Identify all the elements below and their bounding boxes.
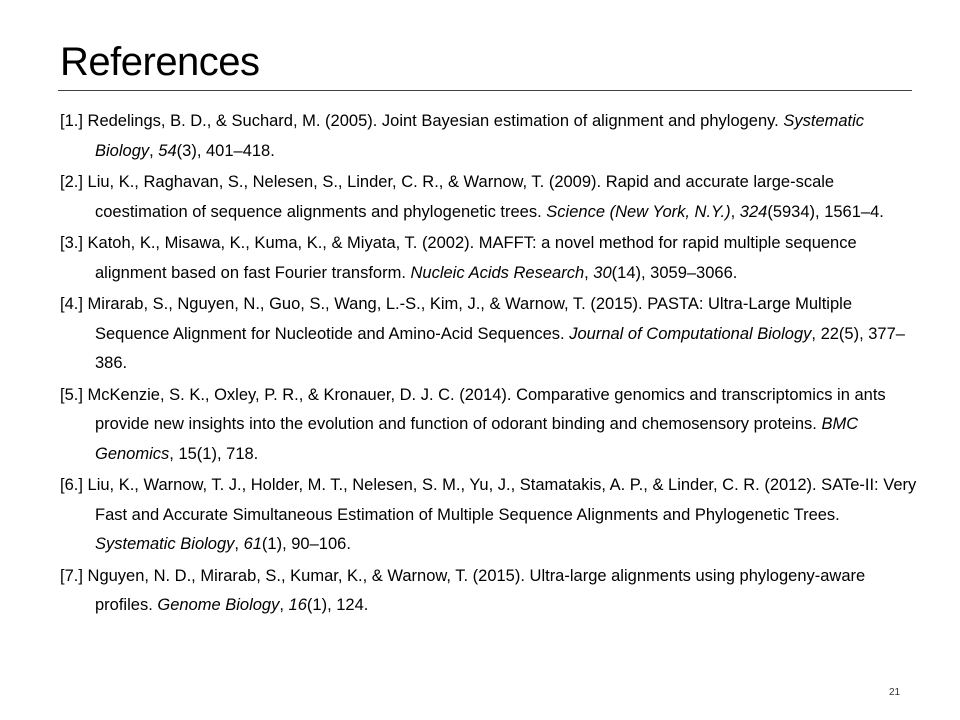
- reference-issue-pages: (3), 401–418.: [176, 141, 275, 160]
- reference-journal: Systematic Biology: [95, 535, 235, 553]
- reference-journal: Nucleic Acids Research: [410, 263, 585, 282]
- reference-journal: Journal of Computational Biology: [569, 324, 812, 343]
- reference-issue-pages: (5934), 1561–4.: [767, 202, 884, 221]
- reference-item: [60, 381, 922, 470]
- reference-separator: ,: [584, 263, 594, 282]
- reference-number: [4.]: [60, 295, 83, 313]
- reference-list: [60, 107, 922, 623]
- reference-issue-pages: (14), 3059–3066.: [611, 263, 738, 282]
- reference-item: [60, 290, 922, 379]
- reference-separator: ,: [730, 202, 740, 221]
- reference-item: [60, 562, 922, 621]
- reference-issue-pages: 15(1), 718.: [178, 444, 259, 463]
- reference-issue-pages: (1), 124.: [306, 596, 369, 614]
- page-title: References: [60, 40, 260, 84]
- reference-text: Redelings, B. D., & Suchard, M. (2005). Joint Bayesian estimation of alignment and phylogeny.: [87, 112, 779, 130]
- reference-number: [5.]: [60, 385, 83, 404]
- reference-journal: BMC Genomics: [95, 415, 859, 463]
- reference-volume: 324: [739, 202, 768, 221]
- reference-item: [60, 229, 922, 288]
- reference-number: [1.]: [60, 112, 83, 130]
- reference-journal: Science (New York, N.Y.): [546, 202, 731, 221]
- reference-separator: ,: [279, 596, 289, 614]
- reference-separator: ,: [149, 141, 159, 160]
- reference-separator: ,: [169, 444, 179, 463]
- reference-item: [60, 471, 922, 560]
- reference-text: Mirarab, S., Nguyen, N., Guo, S., Wang, L.-S., Kim, J., & Warnow, T. (2015). PASTA: Ultra-Large Multiple Sequence Alignment for Nucleotide and Amino-Acid Sequences.: [87, 295, 852, 343]
- reference-text: McKenzie, S. K., Oxley, P. R., & Kronauer, D. J. C. (2014). Comparative genomics and transcriptomics in ants provide new insights into the evolution and function of odorant binding and chemosensory proteins.: [87, 385, 886, 433]
- reference-number: [7.]: [60, 566, 83, 585]
- reference-number: [6.]: [60, 476, 83, 494]
- reference-volume: 61: [243, 535, 262, 553]
- reference-volume: 30: [593, 263, 612, 282]
- reference-volume: 16: [288, 596, 307, 614]
- page-number: 21: [889, 687, 901, 698]
- reference-text: Liu, K., Raghavan, S., Nelesen, S., Linder, C. R., & Warnow, T. (2009). Rapid and accurate large-scale coestimation of sequence alignments and phylogenetic trees.: [87, 173, 835, 221]
- reference-number: [2.]: [60, 173, 83, 191]
- reference-journal: Systematic Biology: [95, 112, 865, 160]
- reference-item: [60, 107, 922, 166]
- reference-number: [3.]: [60, 234, 83, 252]
- reference-separator: ,: [811, 324, 821, 343]
- reference-issue-pages: 22(5), 377–386.: [95, 324, 905, 372]
- reference-item: [60, 168, 922, 227]
- reference-separator: ,: [234, 535, 244, 553]
- reference-volume: 54: [158, 141, 177, 160]
- reference-text: Nguyen, N. D., Mirarab, S., Kumar, K., & Warnow, T. (2015). Ultra-large alignments using phylogeny-aware profiles.: [87, 566, 866, 614]
- reference-issue-pages: (1), 90–106.: [261, 535, 351, 553]
- title-divider: [58, 90, 912, 91]
- reference-text: Katoh, K., Misawa, K., Kuma, K., & Miyata, T. (2002). MAFFT: a novel method for rapid multiple sequence alignment based on fast Fourier transform.: [87, 234, 857, 282]
- reference-journal: Genome Biology: [157, 596, 280, 614]
- reference-text: Liu, K., Warnow, T. J., Holder, M. T., Nelesen, S. M., Yu, J., Stamatakis, A. P., & Linder, C. R. (2012). SATe-II: Very Fast and Accurate Simultaneous Estimation of Multiple Sequence Alignments and Phylogenetic Trees.: [87, 476, 917, 524]
